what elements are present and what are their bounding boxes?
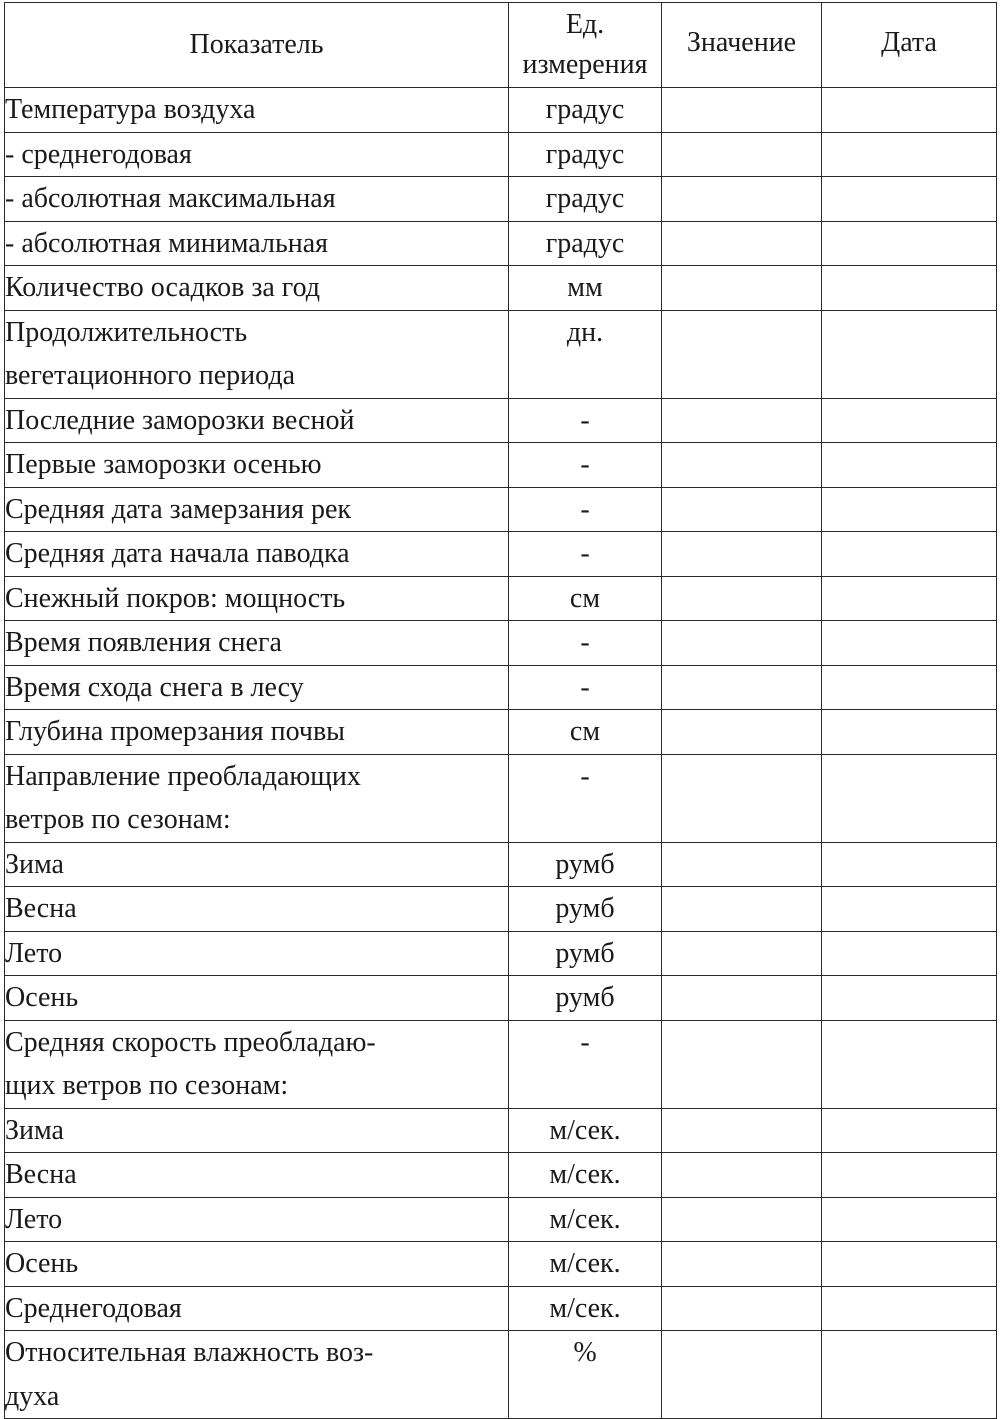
- date-cell: [822, 754, 997, 842]
- indicator-cell: [5, 1020, 509, 1108]
- date-cell: [822, 398, 997, 443]
- date-cell: [822, 976, 997, 1021]
- indicator-text-line1: Относительная влажность воз-: [5, 1337, 374, 1368]
- date-cell: [822, 887, 997, 932]
- table-body: [5, 88, 997, 1419]
- table-row: [5, 532, 997, 577]
- table-row: [5, 1020, 997, 1108]
- date-cell: [822, 1153, 997, 1198]
- unit-cell: румб: [509, 887, 662, 932]
- date-cell: [822, 132, 997, 177]
- indicator-cell: Снежный покров: мощность: [5, 576, 509, 621]
- date-cell: [822, 1286, 997, 1331]
- indicator-cell: Лето: [5, 1197, 509, 1242]
- indicator-cell: Время схода снега в лесу: [5, 665, 509, 710]
- table-row: [5, 487, 997, 532]
- table-row: [5, 132, 997, 177]
- value-cell: [662, 1020, 822, 1108]
- table-row: [5, 754, 997, 842]
- indicator-cell: Глубина промерзания почвы: [5, 710, 509, 755]
- table-header-row: [5, 3, 997, 88]
- date-cell: [822, 88, 997, 133]
- value-cell: [662, 487, 822, 532]
- indicator-cell: Первые заморозки осенью: [5, 443, 509, 488]
- date-cell: [822, 1331, 997, 1419]
- unit-cell: дн.: [509, 310, 662, 398]
- indicator-text-line1: Продолжительность: [5, 316, 248, 348]
- table-row: [5, 931, 997, 976]
- indicator-text-line1: Направление преобладающих: [5, 760, 361, 792]
- indicator-cell: Зима: [5, 842, 509, 887]
- unit-cell: м/сек.: [509, 1286, 662, 1331]
- indicator-cell: Средняя дата начала паводка: [5, 532, 509, 577]
- indicator-text-line2: ветров по сезонам:: [5, 804, 231, 835]
- table-row: [5, 887, 997, 932]
- table-row: [5, 976, 997, 1021]
- header-value: Значение: [662, 3, 822, 88]
- value-cell: [662, 621, 822, 666]
- unit-cell: румб: [509, 842, 662, 887]
- date-cell: [822, 1108, 997, 1153]
- indicator-cell: Весна: [5, 1153, 509, 1198]
- table-row: [5, 1242, 997, 1287]
- date-cell: [822, 266, 997, 311]
- value-cell: [662, 754, 822, 842]
- unit-cell: -: [509, 754, 662, 842]
- unit-cell: м/сек.: [509, 1108, 662, 1153]
- date-cell: [822, 221, 997, 266]
- header-unit-line2: измерения: [522, 49, 648, 80]
- table-row: [5, 1331, 997, 1419]
- indicator-cell: Осень: [5, 1242, 509, 1287]
- unit-cell: -: [509, 1020, 662, 1108]
- indicator-cell: Температура воздуха: [5, 88, 509, 133]
- value-cell: [662, 842, 822, 887]
- value-cell: [662, 1197, 822, 1242]
- value-cell: [662, 1108, 822, 1153]
- table-row: [5, 1197, 997, 1242]
- unit-cell: мм: [509, 266, 662, 311]
- unit-cell: -: [509, 443, 662, 488]
- unit-cell: м/сек.: [509, 1153, 662, 1198]
- unit-cell: см: [509, 710, 662, 755]
- table-row: [5, 842, 997, 887]
- indicator-text-line2: щих ветров по сезонам:: [5, 1070, 289, 1101]
- unit-cell: градус: [509, 177, 662, 222]
- value-cell: [662, 266, 822, 311]
- value-cell: [662, 576, 822, 621]
- date-cell: [822, 310, 997, 398]
- table-row: [5, 88, 997, 133]
- table-row: [5, 710, 997, 755]
- value-cell: [662, 310, 822, 398]
- indicator-cell: Средняя дата замерзания рек: [5, 487, 509, 532]
- value-cell: [662, 443, 822, 488]
- indicator-cell: Количество осадков за год: [5, 266, 509, 311]
- unit-cell: м/сек.: [509, 1242, 662, 1287]
- table-row: [5, 443, 997, 488]
- unit-cell: -: [509, 487, 662, 532]
- table-row: [5, 177, 997, 222]
- indicator-text-line1: Средняя скорость преобладаю-: [5, 1026, 376, 1058]
- indicator-cell: - абсолютная минимальная: [5, 221, 509, 266]
- indicator-text-line2: духа: [5, 1380, 60, 1412]
- indicator-cell: - абсолютная максимальная: [5, 177, 509, 222]
- indicator-cell: Время появления снега: [5, 621, 509, 666]
- unit-cell: -: [509, 621, 662, 666]
- table-row: [5, 576, 997, 621]
- indicator-cell: Осень: [5, 976, 509, 1021]
- unit-cell: %: [509, 1331, 662, 1419]
- indicator-text-line2: вегетационного периода: [5, 360, 296, 391]
- unit-cell: -: [509, 665, 662, 710]
- value-cell: [662, 532, 822, 577]
- value-cell: [662, 132, 822, 177]
- date-cell: [822, 1197, 997, 1242]
- climate-indicators-table: [4, 2, 997, 1419]
- unit-cell: румб: [509, 976, 662, 1021]
- table-row: [5, 1286, 997, 1331]
- table-row: [5, 310, 997, 398]
- date-cell: [822, 710, 997, 755]
- indicator-cell: Последние заморозки весной: [5, 398, 509, 443]
- value-cell: [662, 177, 822, 222]
- indicator-cell: Весна: [5, 887, 509, 932]
- unit-cell: -: [509, 398, 662, 443]
- indicator-cell: [5, 1331, 509, 1419]
- value-cell: [662, 1242, 822, 1287]
- indicator-cell: Лето: [5, 931, 509, 976]
- table-row: [5, 665, 997, 710]
- table-row: [5, 1153, 997, 1198]
- date-cell: [822, 621, 997, 666]
- value-cell: [662, 398, 822, 443]
- value-cell: [662, 1331, 822, 1419]
- unit-cell: градус: [509, 132, 662, 177]
- date-cell: [822, 842, 997, 887]
- value-cell: [662, 976, 822, 1021]
- value-cell: [662, 887, 822, 932]
- table-row: [5, 266, 997, 311]
- indicator-cell: Среднегодовая: [5, 1286, 509, 1331]
- indicator-cell: [5, 310, 509, 398]
- date-cell: [822, 665, 997, 710]
- table-row: [5, 621, 997, 666]
- header-unit: [509, 3, 662, 88]
- header-unit-line1: Ед.: [565, 9, 605, 40]
- table-row: [5, 221, 997, 266]
- unit-cell: -: [509, 532, 662, 577]
- date-cell: [822, 532, 997, 577]
- date-cell: [822, 931, 997, 976]
- value-cell: [662, 1286, 822, 1331]
- table-row: [5, 1108, 997, 1153]
- date-cell: [822, 576, 997, 621]
- date-cell: [822, 487, 997, 532]
- value-cell: [662, 88, 822, 133]
- date-cell: [822, 1242, 997, 1287]
- date-cell: [822, 177, 997, 222]
- value-cell: [662, 1153, 822, 1198]
- indicator-cell: - среднегодовая: [5, 132, 509, 177]
- unit-cell: м/сек.: [509, 1197, 662, 1242]
- header-date: Дата: [822, 3, 997, 88]
- indicator-cell: Зима: [5, 1108, 509, 1153]
- value-cell: [662, 221, 822, 266]
- date-cell: [822, 1020, 997, 1108]
- header-indicator: Показатель: [5, 3, 509, 88]
- unit-cell: градус: [509, 88, 662, 133]
- value-cell: [662, 931, 822, 976]
- value-cell: [662, 665, 822, 710]
- date-cell: [822, 443, 997, 488]
- unit-cell: см: [509, 576, 662, 621]
- indicator-cell: [5, 754, 509, 842]
- value-cell: [662, 710, 822, 755]
- unit-cell: румб: [509, 931, 662, 976]
- table-row: [5, 398, 997, 443]
- unit-cell: градус: [509, 221, 662, 266]
